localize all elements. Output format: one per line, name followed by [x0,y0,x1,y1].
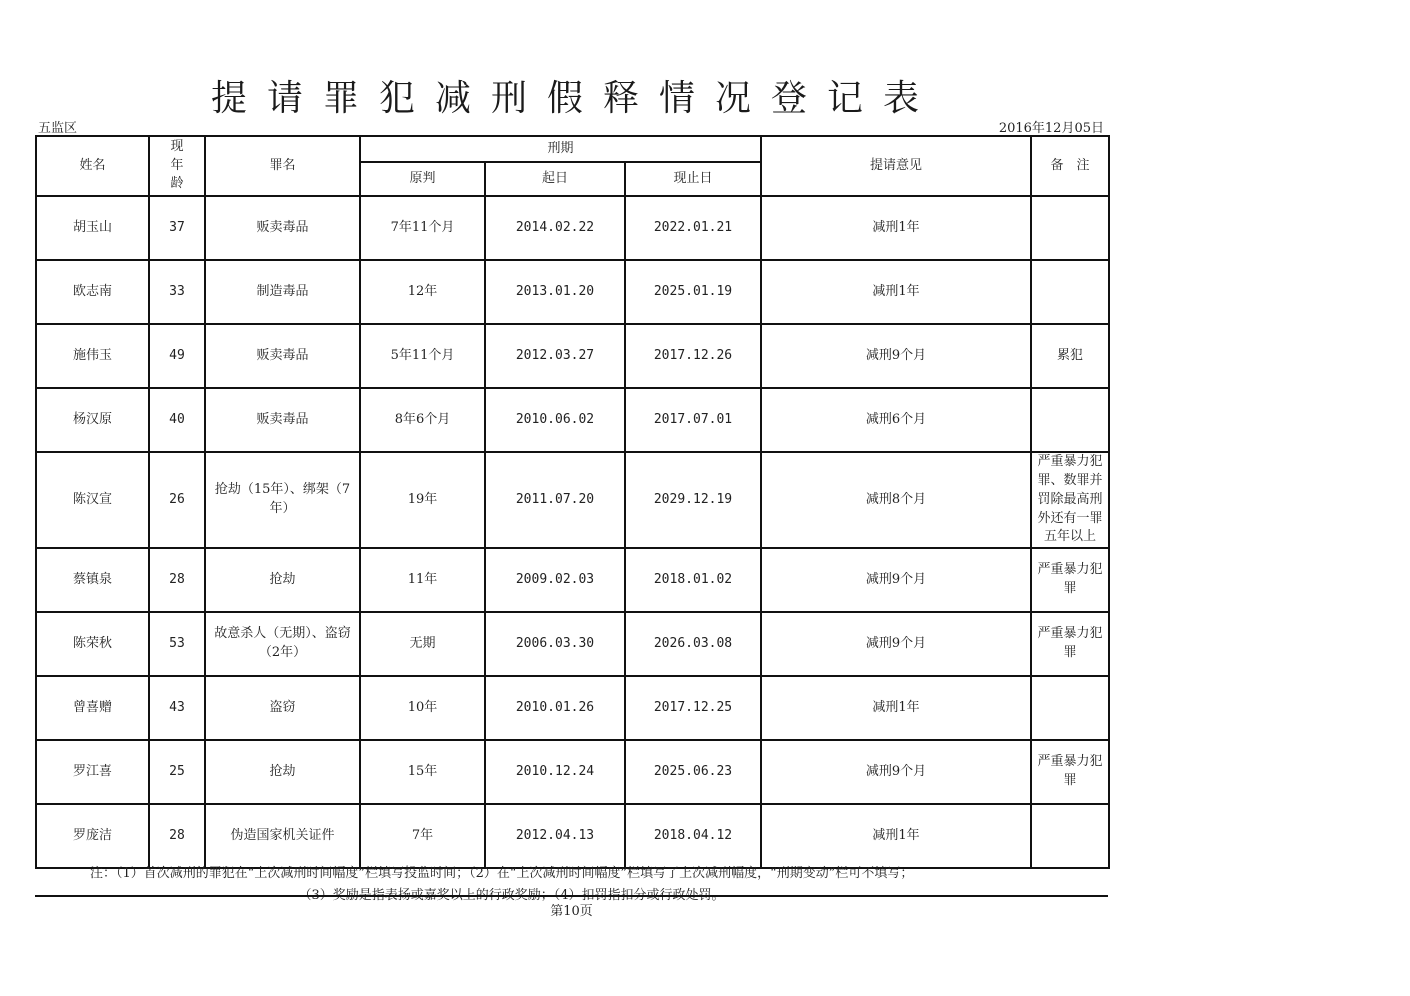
cell-age: 25 [149,740,205,804]
cell-remark: 严重暴力犯罪 [1031,740,1109,804]
header-name: 姓名 [36,136,149,196]
header-remark: 备 注 [1031,136,1109,196]
cell-age: 26 [149,452,205,548]
cell-opinion: 减刑9个月 [761,740,1031,804]
cell-opinion: 减刑6个月 [761,388,1031,452]
cell-opinion: 减刑1年 [761,196,1031,260]
cell-opinion: 减刑9个月 [761,324,1031,388]
cell-opinion: 减刑1年 [761,804,1031,868]
header-start: 起日 [485,162,625,196]
header-opinion: 提请意见 [761,136,1031,196]
cell-opinion: 减刑1年 [761,676,1031,740]
cell-age: 37 [149,196,205,260]
table-row [36,676,1109,740]
cell-start: 2010.12.24 [485,740,625,804]
cell-remark: 严重暴力犯罪、数罪并罚除最高刑外还有一罪五年以上 [1031,452,1109,548]
cell-original: 7年11个月 [360,196,485,260]
cell-crime: 制造毒品 [205,260,360,324]
table-row [36,260,1109,324]
cell-end: 2025.06.23 [625,740,761,804]
cell-name: 施伟玉 [36,324,149,388]
cell-original: 10年 [360,676,485,740]
cell-remark [1031,260,1109,324]
cell-start: 2012.03.27 [485,324,625,388]
cell-name: 蔡镇泉 [36,548,149,612]
table-row [36,324,1109,388]
cell-age: 40 [149,388,205,452]
cell-remark: 严重暴力犯罪 [1031,612,1109,676]
cell-age: 53 [149,612,205,676]
table-row [36,612,1109,676]
header-crime: 罪名 [205,136,360,196]
header-end: 现止日 [625,162,761,196]
header-age: 现 年 龄 [149,136,205,196]
footnote-line-2: （3）奖励是指表扬或嘉奖以上的行政奖励；（4）扣罚指扣分或行政处罚。 [298,888,725,903]
cell-crime: 贩卖毒品 [205,388,360,452]
cell-end: 2017.12.25 [625,676,761,740]
cell-start: 2006.03.30 [485,612,625,676]
cell-original: 5年11个月 [360,324,485,388]
page-number: 第10页 [550,904,593,919]
cell-remark [1031,804,1109,868]
cell-end: 2025.01.19 [625,260,761,324]
cell-crime: 伪造国家机关证件 [205,804,360,868]
table-row [36,548,1109,612]
header-original: 原判 [360,162,485,196]
cell-start: 2012.04.13 [485,804,625,868]
date-label: 2016年12月05日 [998,121,1104,136]
cell-name: 陈荣秋 [36,612,149,676]
cell-start: 2009.02.03 [485,548,625,612]
cell-name: 杨汉原 [36,388,149,452]
document-title: 提请罪犯减刑假释情况登记表 [210,78,939,119]
cell-crime: 抢劫 [205,548,360,612]
table-row [36,388,1109,452]
cell-start: 2010.01.26 [485,676,625,740]
cell-remark [1031,676,1109,740]
cell-original: 无期 [360,612,485,676]
cell-opinion: 减刑9个月 [761,548,1031,612]
cell-original: 19年 [360,452,485,548]
cell-original: 8年6个月 [360,388,485,452]
cell-name: 胡玉山 [36,196,149,260]
cell-crime: 贩卖毒品 [205,324,360,388]
cell-original: 11年 [360,548,485,612]
cell-end: 2029.12.19 [625,452,761,548]
cell-remark: 累犯 [1031,324,1109,388]
cell-crime: 贩卖毒品 [205,196,360,260]
cell-start: 2014.02.22 [485,196,625,260]
cell-age: 49 [149,324,205,388]
cell-age: 43 [149,676,205,740]
cell-opinion: 减刑1年 [761,260,1031,324]
cell-original: 7年 [360,804,485,868]
cell-age: 28 [149,548,205,612]
cell-name: 陈汉宣 [36,452,149,548]
cell-name: 罗庞洁 [36,804,149,868]
cell-end: 2017.07.01 [625,388,761,452]
table-row [36,452,1109,548]
cell-end: 2022.01.21 [625,196,761,260]
table-row [36,196,1109,260]
cell-name: 曾喜赠 [36,676,149,740]
unit-label: 五监区 [38,121,78,136]
cell-crime: 故意杀人（无期）、盗窃（2年） [205,612,360,676]
cell-opinion: 减刑8个月 [761,452,1031,548]
cell-age: 28 [149,804,205,868]
cell-start: 2010.06.02 [485,388,625,452]
cell-original: 12年 [360,260,485,324]
cell-remark: 严重暴力犯罪 [1031,548,1109,612]
table-row [36,740,1109,804]
cell-start: 2011.07.20 [485,452,625,548]
cell-end: 2026.03.08 [625,612,761,676]
cell-crime: 抢劫 [205,740,360,804]
cell-age: 33 [149,260,205,324]
cell-crime: 盗窃 [205,676,360,740]
cell-name: 罗江喜 [36,740,149,804]
footnote-line-1: 注：（1）首次减刑的罪犯在“上次减刑时间幅度”栏填写投监时间；（2）在“上次减刑时间幅度”栏填写了上次减刑幅度，“刑期变动”栏可不填写； [90,866,914,881]
cell-crime: 抢劫（15年）、绑架（7年） [205,452,360,548]
cell-remark [1031,388,1109,452]
registration-table [35,135,1110,869]
header-sentence: 刑期 [360,136,761,162]
bottom-rule [35,895,1108,897]
cell-end: 2018.04.12 [625,804,761,868]
cell-end: 2018.01.02 [625,548,761,612]
cell-name: 欧志南 [36,260,149,324]
cell-end: 2017.12.26 [625,324,761,388]
table-row [36,804,1109,868]
cell-original: 15年 [360,740,485,804]
cell-start: 2013.01.20 [485,260,625,324]
cell-opinion: 减刑9个月 [761,612,1031,676]
cell-remark [1031,196,1109,260]
